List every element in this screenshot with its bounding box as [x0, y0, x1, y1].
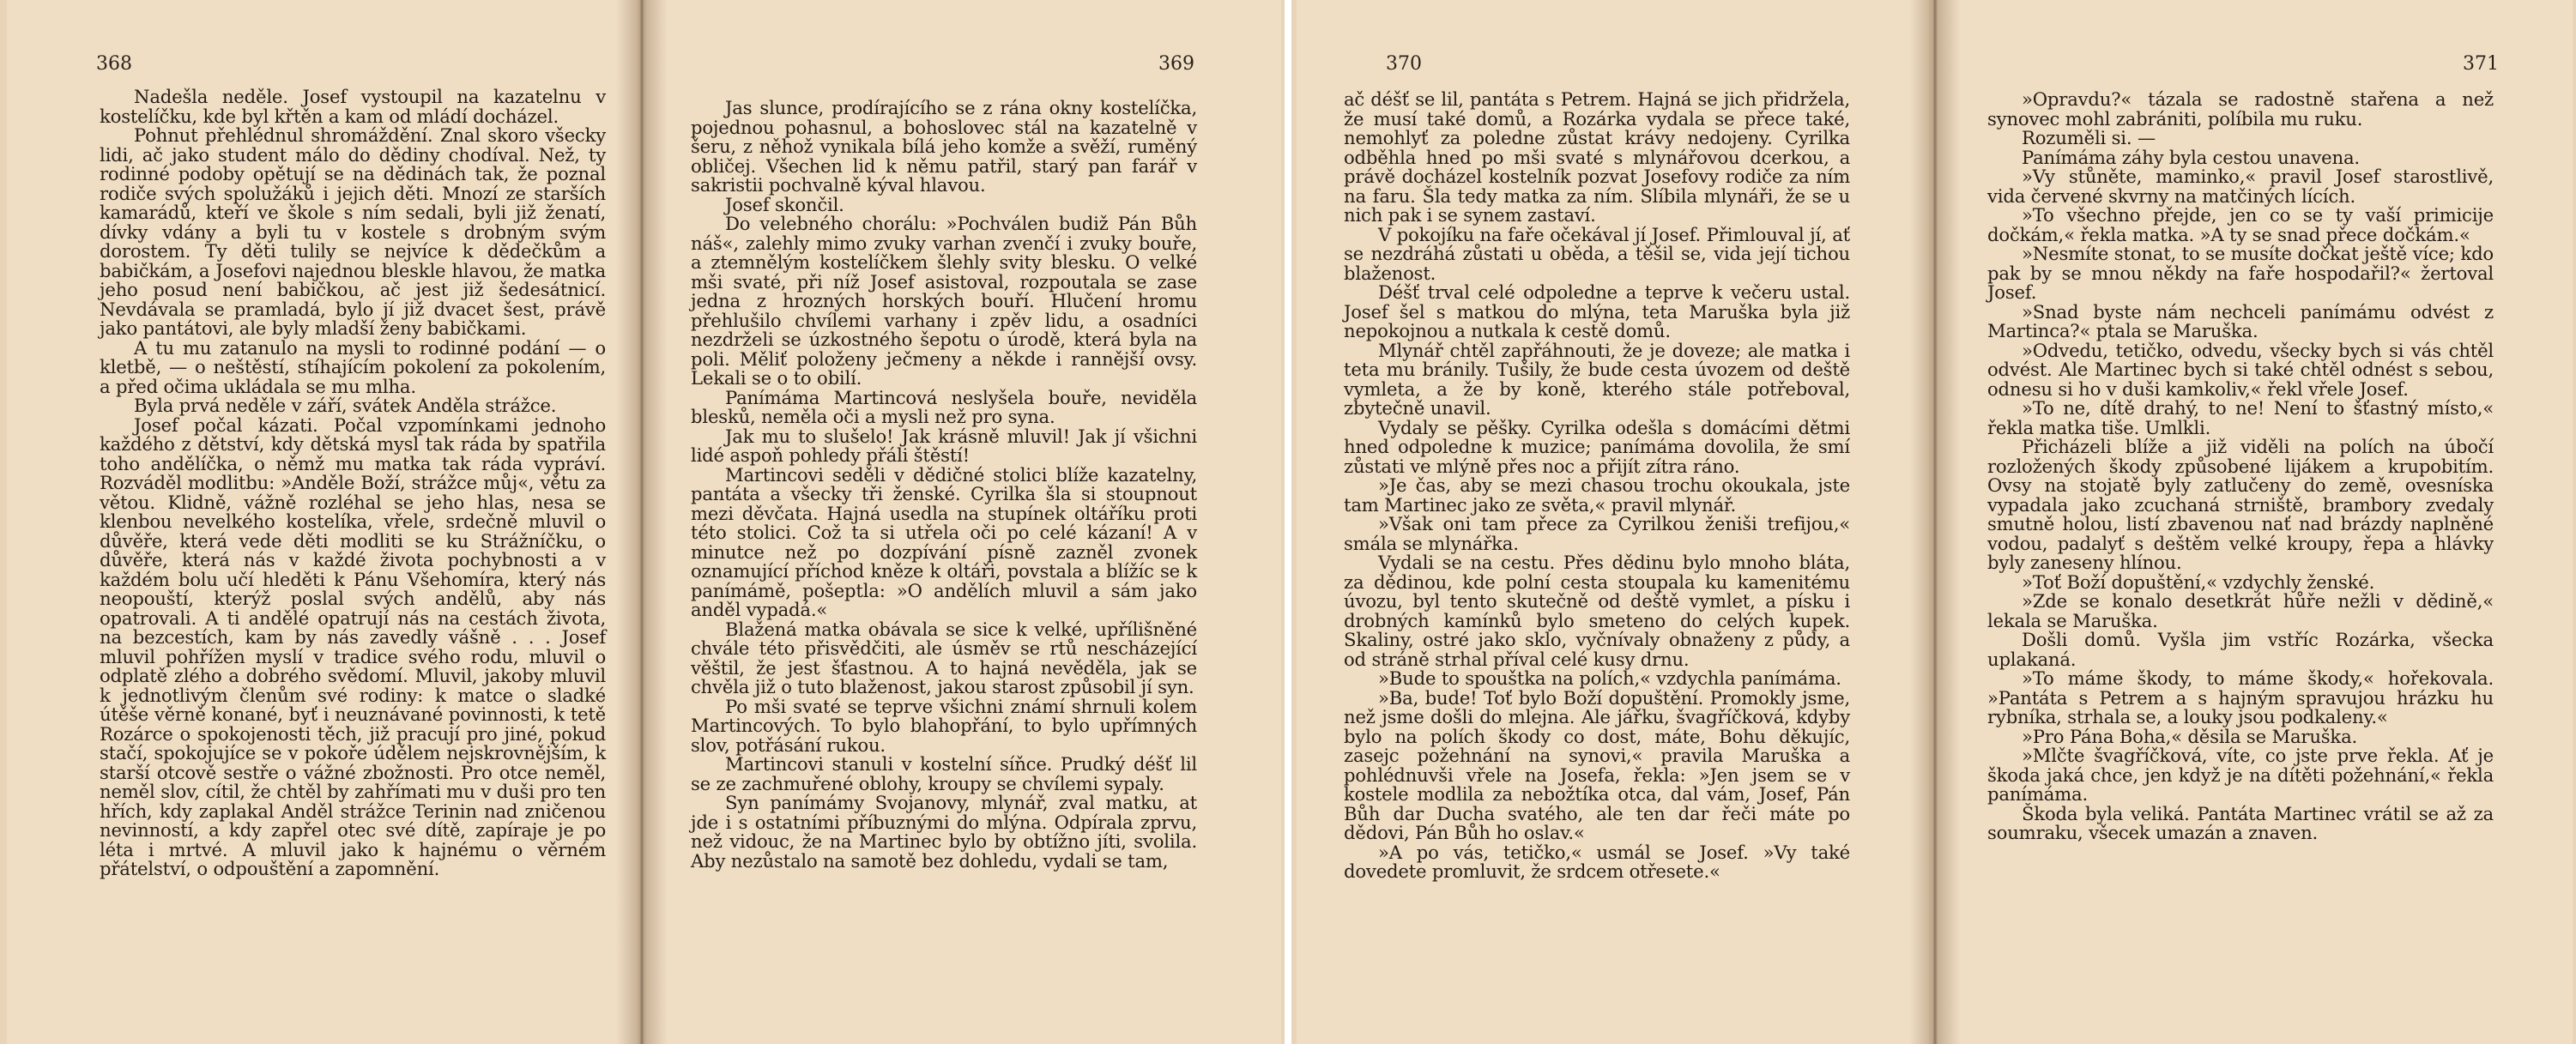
- paragraph: Jak mu to slušelo! Jak krásně mluvil! Jak jí všichni lidé aspoň pohledy přáli štěstí!: [691, 425, 1197, 466]
- paragraph: Josef počal kázati. Počal vzpomínkami jednoho každého z dětství, kdy dětská mysl tak ráda by spatřila toho andělíčka, o němž mu matka tak ráda vypráví. Rozváděl modlitbu: »Anděle Boží, strážce můj«, větu za větou. Klidně, vážně rozléhal se jeho hlas, nesa se klenbou nevelkého kostelíka, vřele, srdečně mluvil o důvěře, která vede děti modliti se ku Strážníčku, o důvěře, která nás v každé života pochybnosti a v každém bolu učí hleděti k Pánu Všehomíra, který nás neopouští, kterýž poslal svých andělů, aby nás opatrovali. A ti andělé opatrují nás na cestách života, na bezcestích, kam by nás zavedly vášně . . . Josef mluvil pohřížen myslí v tradice svého rodu, mluvil o odplatě zlého a dobrého svědomí. Mluvil, jakoby mluvil k jednotlivým členům své rodiny: k matce o sladké útěše věrně konané, byť i neuznávané povinnosti, k tetě Rozárce o spokojenosti těch, již pracují pro jiné, pokud stačí, spokojujíce se v pokoře údělem nejskrovnějším, k starší otcově sestře o vážné zbožnosti. Pro otce neměl, neměl slov, cítil, že chtěl by zahřímati mu v duši pro ten hřích, kdy zaplakal Anděl strážce Terinin nad zničenou nevinností, a kdy zapřel otec své dítě, zapíraje je po léta i mrtvé. A mluvil jako k hajnému o věrném přátelství, o odpouštění a zapomnění.: [100, 413, 606, 879]
- paragraph: Blažená matka obávala se sice k velké, upřílišněné chvále této přisvědčiti, ale úsměv se rtů nescházející věštil, že jest šťastnou. A to hajná nevěděla, jak se chvěla již o tuto blaženost, jakou starost způsobil jí syn.: [691, 618, 1197, 697]
- paragraph: Vydali se na cestu. Přes dědinu bylo mnoho bláta, za dědinou, kde polní cesta stoupala ku kamenitému úvozu, byl tento skutečně od deště vymlet, a písku i drobných kamínků bylo smeteno do celých kupek. Skaliny, ostré jako sklo, vyčnívaly obnaženy z půdy, a od stráně strhal příval celé kusy drnu.: [1344, 552, 1850, 670]
- paragraph: »Snad byste nám nechceli panímámu odvést z Martinca?« ptala se Maruška.: [1987, 300, 2494, 341]
- paragraph: »Opravdu?« tázala se radostně stařena a než synovec mohl zabrániti, políbila mu ruku.: [1987, 88, 2494, 130]
- paragraph: A tu mu zatanulo na mysli to rodinné podání — o kletbě, — o neštěstí, stíhajícím pokolení za pokolením, a před očima ukládala se mu mlha.: [100, 336, 606, 397]
- paragraph: Došli domů. Vyšla jim vstříc Rozárka, všecka uplakaná.: [1987, 629, 2494, 670]
- paragraph: »Pro Pána Boha,« děsila se Maruška.: [2022, 725, 2358, 747]
- page-371: [1938, 0, 2573, 1044]
- paragraph: V pokojíku na faře očekával jí Josef. Přimlouval jí, ať se nezdráhá zůstati u oběda, a těšil se, vida její tichou blaženost.: [1344, 223, 1850, 284]
- page-text: [100, 88, 606, 879]
- paragraph: »Je čas, aby se mezi chasou trochu okoukala, jste tam Martinec jako ze světa,« pravil mlynář.: [1344, 474, 1850, 516]
- paragraph: »Toť Boží dopuštění,« vzdychly ženské.: [2022, 570, 2375, 593]
- paragraph: Nadešla neděle. Josef vystoupil na kazatelnu v kostelíčku, kde byl křtěn a kam od mládí docházel.: [100, 86, 606, 127]
- paragraph: Martincovi stanuli v kostelní síňce. Prudký déšť lil se ze zachmuřené oblohy, kroupy se chvílemi sypaly.: [691, 753, 1197, 794]
- paragraph: Martincovi seděli v dědičné stolici blíže kazatelny, pantáta a všecky tři ženské. Cyrilka šla si stoupnout mezi děvčata. Hajná usedla na stupínek oltáříku proti této stolici. Což ta si utřela oči po celé kázaní! A v minutce než po dozpívání písně zazněl zvonek oznamující příchod kněze k oltáři, povstala a blížíc se k panímámě, pošeptla: »O andělích mluvil a sám jako anděl vypadá.«: [691, 463, 1197, 620]
- paragraph: Do velebného chorálu: »Pochválen budiž Pán Bůh náš«, zalehly mimo zvuky varhan zvenčí i zvuky bouře, a ztemnělým kostelíčkem šlehly svity blesku. O velké mši svaté, při níž Josef asistoval, rozpoutala se zase jedna z hrozných horských bouří. Hlučení hromu přehlušilo chvílemi varhany i zpěv lidu, a osadníci nezdrželi se úzkostného šepotu o úrodě, která byla na poli. Měliť položeny ječmeny a někde i rannější ovsy. Lekali se o to obilí.: [691, 213, 1197, 389]
- paragraph: Škoda byla veliká. Pantáta Martinec vrátil se až za soumraku, všecek umazán a znaven.: [1987, 802, 2494, 843]
- paragraph: »Odvedu, tetičko, odvedu, všecky bych si vás chtěl odvést. Ale Martinec bych si také chtěl odnést s sebou, odnesu si ho v duši kamkoliv,« řekl vřele Josef.: [1987, 339, 2494, 400]
- paragraph: »Vy stůněte, maminko,« pravil Josef starostlivě, vida červené skvrny na matčiných lících.: [1987, 166, 2494, 207]
- paragraph: »Však oni tam přece za Cyrilkou ženiši trefijou,« smála se mlynářka.: [1344, 513, 1850, 554]
- page-number: 369: [1158, 53, 1194, 75]
- paragraph: »To máme škody, to máme škody,« hořekovala. »Pantáta s Petrem a s hajným spravujou hrázku hu rybníka, strhala se, a louky jsou podkaleny.«: [1987, 667, 2494, 727]
- paragraph: Pohnut přehlédnul shromáždění. Znal skoro všecky lidi, ač jako student málo do dědiny chodíval. Než, ty rodinné podoby opětují se na dědinách tak, že poznal rodiče svých spolužáků i jejich děti. Mnozí ze starších kamarádů, kteří ve škole s ním sedali, byli již ženatí, dívky vdány a byli tu v kostele s drobným svým dorostem. Ty děti tulily se nejvíce k dědečkům a babičkám, a Josefovi najednou bleskle hlavou, že matka jeho posud není babičkou, ač jest již šedesátnicí. Nevdávala se pramladá, bylo jí již dvacet šest, právě jako pantátovi, ale byly mladší ženy babičkami.: [100, 124, 606, 339]
- paragraph: Byla prvá neděle v září, svátek Anděla strážce.: [134, 395, 557, 416]
- page-number: 368: [96, 53, 132, 75]
- paragraph: Rozuměli si. —: [2022, 127, 2156, 148]
- paragraph: Déšť trval celé odpoledne a teprve k večeru ustal. Josef šel s matkou do mlýna, teta Maruška byla již nepokojnou a nutkala k cestě domů.: [1344, 281, 1850, 341]
- right-book-spread: [1291, 0, 2576, 1044]
- page-368: [7, 0, 638, 1044]
- page-text: [1344, 90, 1850, 882]
- paragraph: »Mlčte švagříčková, víte, co jste prve řekla. Ať je škoda jaká chce, jen když je na dítěti požehnání,« řekla panímáma.: [1987, 745, 2494, 805]
- paragraph: Panímáma Martincová neslyšela bouře, neviděla blesků, neměla oči a mysli než pro syna.: [691, 386, 1197, 427]
- paragraph: Jas slunce, prodírajícího se z rána okny kostelíčka, pojednou pohasnul, a bohoslovec stál na kazatelně v šeru, z něhož vynikala bílá jeho komže a svěží, ruměný obličej. Všechen lid k němu patřil, starý pan farář v sakristii pochvalně kýval hlavou.: [691, 97, 1197, 196]
- page-text: [691, 99, 1197, 871]
- page-text: [1987, 90, 2494, 843]
- page-370: [1297, 0, 1929, 1044]
- book-gutter: [616, 0, 668, 1044]
- page-number: 371: [2463, 53, 2499, 75]
- paragraph: Vydaly se pěšky. Cyrilka odešla s domácími dětmi hned odpoledne k muzice; panímáma dovolila, že smí zůstati ve mlýně přes noc a přijít zítra ráno.: [1344, 416, 1850, 477]
- paragraph: »To všechno přejde, jen co se ty vaší primicije dočkám,« řekla matka. »A ty se snad přece dočkám.«: [1987, 204, 2494, 245]
- paragraph: Josef skončil.: [725, 193, 844, 215]
- paragraph: »Nesmíte stonat, to se musíte dočkat ještě více; kdo pak by se mnou někdy na faře hospodařil?« žertoval Josef.: [1987, 243, 2494, 303]
- paragraph: Přicházeli blíže a již viděli na polích na úbočí rozložených škody způsobené lijákem a krupobitím. Ovsy na stojatě byly zatlučeny do země, ovesníska vypadala jako zcuchaná strniště, brambory zvedaly smutně holou, listí zbavenou nať nad brázdy naplněné vodou, padalyť s deštěm velké kroupy, řepa a hlávky byly zaneseny hlínou.: [1987, 436, 2494, 573]
- paragraph: Mlynář chtěl zapřáhnouti, že je doveze; ale matka i teta mu bránily. Tušily, že bude cesta úvozem od deště vymleta, a že by koně, kterého stále potřeboval, zbytečně unavil.: [1344, 339, 1850, 419]
- paragraph: Po mši svaté se teprve všichni známí shrnuli kolem Martincových. To bylo blahopřání, to bylo upřímných slov, potřásání rukou.: [691, 695, 1197, 756]
- paragraph: Syn panímámy Svojanovy, mlynář, zval matku, at jde i s ostatními příbuznými do mlýna. Odpírala zprvu, než vidouc, že na Martinec bylo by obtížno jíti, svolila. Aby nezůstalo na samotě bez dohledu, vydali se tam,: [691, 792, 1197, 872]
- page-369: [646, 0, 1281, 1044]
- paragraph: »A po vás, tetičko,« usmál se Josef. »Vy také dovedete promluvit, že srdcem otřesete.«: [1344, 841, 1850, 882]
- paragraph: Panímáma záhy byla cestou unavena.: [2022, 146, 2360, 168]
- paragraph: »Ba, bude! Toť bylo Boží dopuštění. Promokly jsme, než jsme došli do mlejna. Ale jářku, švagříčková, kdyby bylo na polích škody co dost, máte, Bohu děkujíc, zasejc požehnání na synovi,« pravila Maruška a pohlédnuvši vřele na Josefa, řekla: »Jen jsem se v kostele modlila za nebožtíka otca, dal vám, Josef, Pán Bůh dar Ducha svatého, ale ten dar řeči máte po dědovi, Pán Bůh ho oslav.«: [1344, 686, 1850, 843]
- paragraph: ač déšť se lil, pantáta s Petrem. Hajná se jich přidržela, že musí také domů, a Rozárka vydala se přece také, nemohlyť za poledne zůstat krávy nedojeny. Cyrilka odběhla hned po mši svaté s mlynářovou dcerkou, a právě docházel kostelník pozvat Josefovy rodiče za ním na faru. Šla tedy matka za ním. Slíbila mlynáři, že se u nich pak i se synem zastaví.: [1344, 88, 1850, 226]
- left-book-spread: [0, 0, 1285, 1044]
- paragraph: »Bude to spouštka na polích,« vzdychla panímáma.: [1378, 667, 1841, 689]
- paragraph: »Zde se konalo desetkrát hůře nežli v dědině,« lekala se Maruška.: [1987, 590, 2494, 631]
- paragraph: »To ne, dítě drahý, to ne! Není to šťastný místo,« řekla matka tiše. Umlkli.: [1987, 397, 2494, 438]
- book-gutter: [1909, 0, 1961, 1044]
- page-number: 370: [1386, 53, 1422, 75]
